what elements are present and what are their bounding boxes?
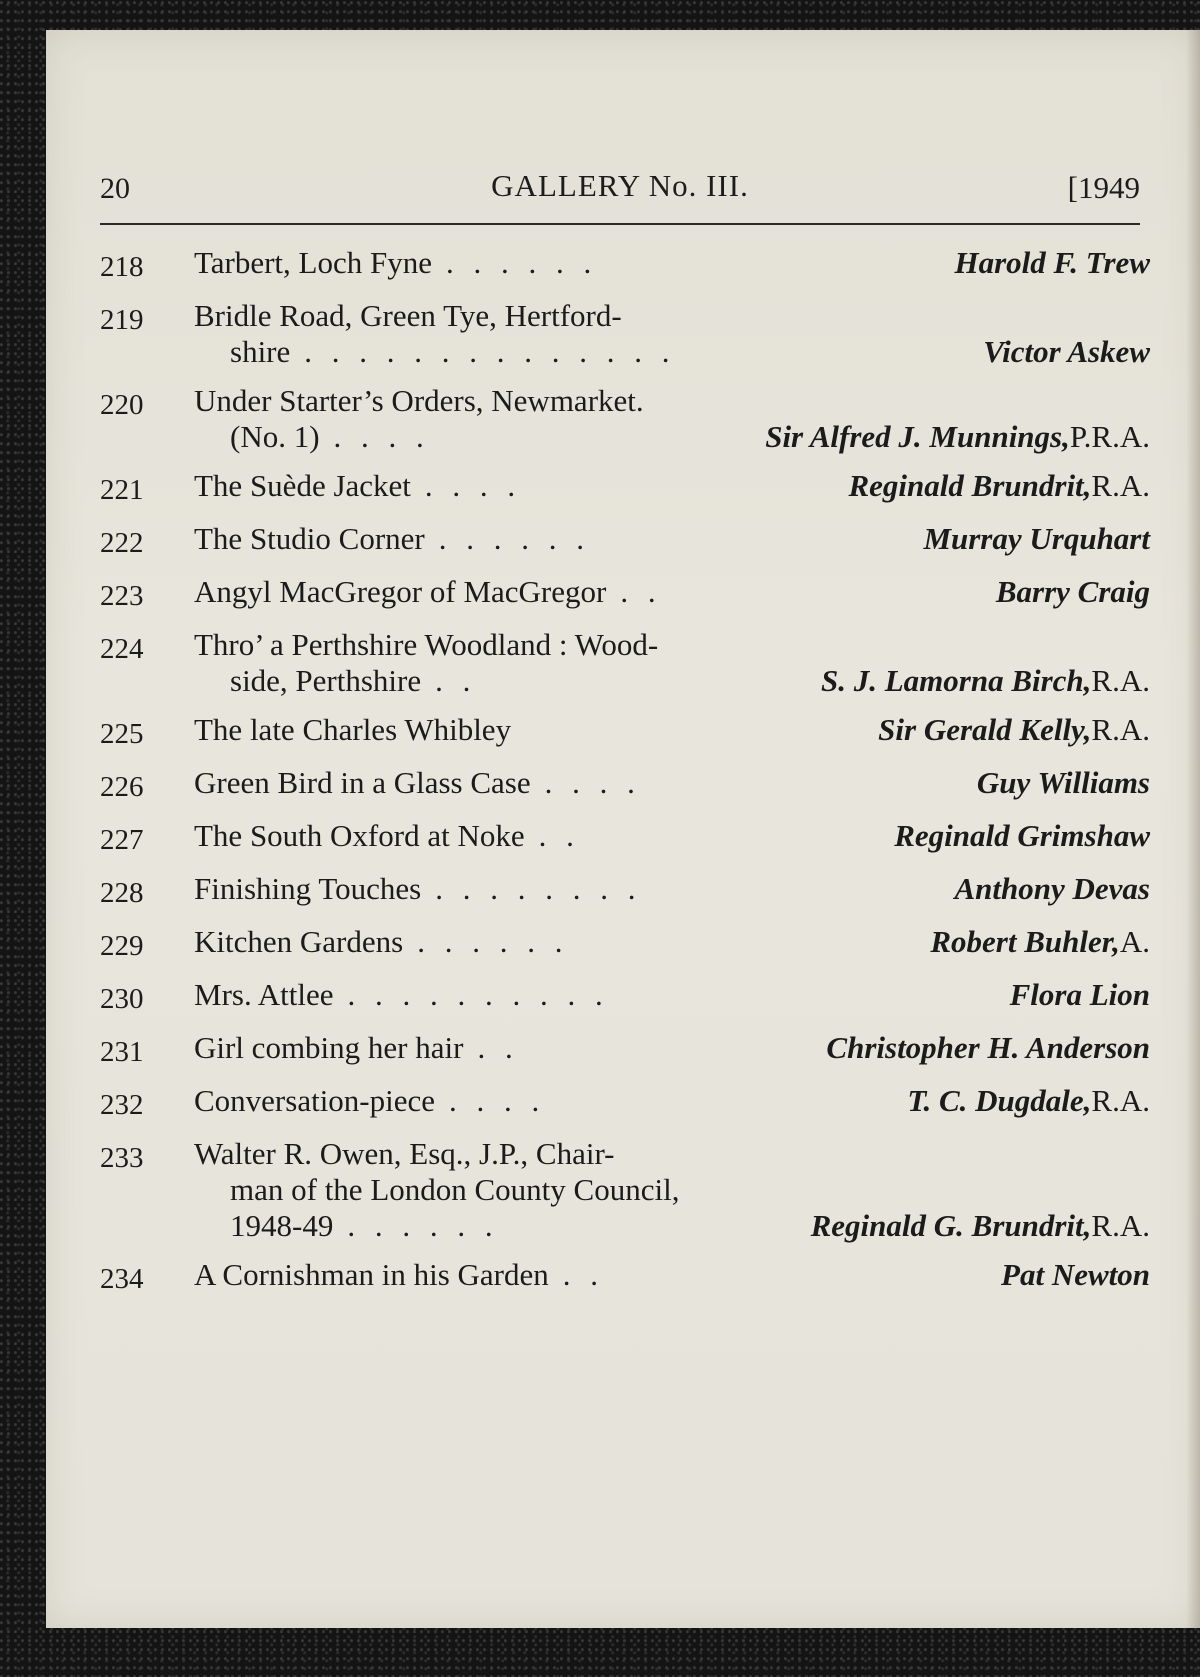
entry-title: The Studio Corner bbox=[194, 521, 425, 556]
entry-line bbox=[194, 924, 1150, 960]
artist-name: Harold F. Trew bbox=[954, 245, 1150, 280]
entry-body bbox=[194, 245, 1150, 285]
artist-name: Robert Buhler, bbox=[930, 924, 1120, 959]
entry-number: 227 bbox=[100, 824, 144, 856]
dot-leader: . . . . bbox=[449, 1083, 546, 1118]
entry-number: 231 bbox=[100, 1036, 144, 1068]
entry-line bbox=[194, 468, 1150, 504]
entry-title: Bridle Road, Green Tye, Hertford- bbox=[194, 298, 622, 333]
entry-title: The South Oxford at Noke bbox=[194, 818, 525, 853]
dot-leader: . . . . . . . . bbox=[435, 871, 642, 906]
entry-body bbox=[194, 627, 1150, 699]
entry-number: 223 bbox=[100, 580, 144, 612]
artist-name: Sir Alfred J. Munnings, bbox=[765, 419, 1070, 454]
artist-name: Reginald G. Brundrit, bbox=[810, 1208, 1092, 1243]
entry-line bbox=[194, 871, 1150, 907]
entry-title: The Suède Jacket bbox=[194, 468, 411, 503]
entry-number: 226 bbox=[100, 771, 144, 803]
entry-title: Walter R. Owen, Esq., J.P., Chair- bbox=[194, 1136, 615, 1171]
gallery-title: GALLERY No. III. bbox=[491, 168, 749, 203]
artist-honour: R.A. bbox=[1091, 1208, 1150, 1243]
catalogue-entry bbox=[100, 1030, 1150, 1070]
entry-number: 229 bbox=[100, 930, 144, 962]
entry-body bbox=[194, 1030, 1150, 1070]
dot-leader: . . bbox=[538, 818, 580, 853]
dot-leader: . . bbox=[620, 574, 662, 609]
entry-body bbox=[194, 765, 1150, 805]
header-rule bbox=[100, 223, 1140, 225]
catalogue-entry bbox=[100, 468, 1150, 508]
artist-name: Guy Williams bbox=[976, 765, 1150, 800]
artist-name: Sir Gerald Kelly, bbox=[878, 712, 1092, 747]
artist-honour: R.A. bbox=[1091, 712, 1150, 747]
artist-name: Flora Lion bbox=[1009, 977, 1150, 1012]
artist-name: Barry Craig bbox=[995, 574, 1150, 609]
entry-title: Thro’ a Perthshire Woodland : Wood- bbox=[194, 627, 659, 662]
artist-name: Christopher H. Anderson bbox=[826, 1030, 1150, 1065]
catalogue-entry bbox=[100, 871, 1150, 911]
entry-line bbox=[194, 245, 1150, 281]
catalogue-entry bbox=[100, 1257, 1150, 1297]
artist-name: Murray Urquhart bbox=[923, 521, 1150, 556]
entry-body bbox=[194, 1083, 1150, 1123]
entry-line bbox=[194, 1257, 1150, 1293]
artist-name: Reginald Grimshaw bbox=[894, 818, 1150, 853]
entry-body bbox=[194, 712, 1150, 752]
catalogue-entry bbox=[100, 574, 1150, 614]
entry-line bbox=[194, 298, 1150, 334]
catalogue-entry bbox=[100, 383, 1150, 455]
entry-line bbox=[194, 521, 1150, 557]
entry-title: man of the London County Council, bbox=[230, 1172, 680, 1207]
entry-number: 219 bbox=[100, 304, 144, 336]
entry-title: A Cornishman in his Garden bbox=[194, 1257, 549, 1292]
dot-leader: . . . . . . . . . . . . . . bbox=[304, 334, 676, 369]
entry-title: Angyl MacGregor of MacGregor bbox=[194, 574, 607, 609]
catalogue-entry bbox=[100, 924, 1150, 964]
entry-number: 230 bbox=[100, 983, 144, 1015]
dot-leader: . . . . . . bbox=[446, 245, 598, 280]
entry-title: Green Bird in a Glass Case bbox=[194, 765, 531, 800]
entry-number: 218 bbox=[100, 251, 144, 283]
entry-title: Girl combing her hair bbox=[194, 1030, 464, 1065]
entry-title: Conversation-piece bbox=[194, 1083, 436, 1118]
artist-name: Reginald Brundrit, bbox=[848, 468, 1092, 503]
catalogue-entry bbox=[100, 627, 1150, 699]
artist-name: S. J. Lamorna Birch, bbox=[820, 663, 1092, 698]
entry-body bbox=[194, 383, 1150, 455]
artist-name: Victor Askew bbox=[983, 334, 1150, 369]
entry-body bbox=[194, 574, 1150, 614]
dot-leader: . . . . . . bbox=[417, 924, 569, 959]
entry-body bbox=[194, 818, 1150, 858]
entry-line bbox=[194, 574, 1150, 610]
catalogue-entry bbox=[100, 977, 1150, 1017]
entry-body bbox=[194, 1136, 1150, 1244]
entry-line bbox=[194, 627, 1150, 663]
dot-leader: . . . . bbox=[424, 468, 522, 503]
page-number: 20 bbox=[100, 172, 130, 205]
entry-body bbox=[194, 298, 1150, 370]
entry-number: 225 bbox=[100, 718, 144, 750]
entry-line bbox=[194, 383, 1150, 419]
entry-line bbox=[194, 663, 1150, 699]
catalogue-entry bbox=[100, 765, 1150, 805]
entry-title: side, Perthshire bbox=[230, 663, 422, 698]
entry-body bbox=[194, 468, 1150, 508]
entry-title: Finishing Touches bbox=[194, 871, 422, 906]
entry-line bbox=[194, 712, 1150, 748]
entry-title: Mrs. Attlee bbox=[194, 977, 334, 1012]
entry-line bbox=[194, 977, 1150, 1013]
entry-line bbox=[194, 1030, 1150, 1066]
dot-leader: . . bbox=[435, 663, 477, 698]
catalogue-entries bbox=[100, 245, 1150, 1310]
artist-honour: P.R.A. bbox=[1069, 419, 1150, 454]
entry-title: 1948-49 bbox=[230, 1208, 334, 1243]
catalogue-entry bbox=[100, 298, 1150, 370]
dot-leader: . . bbox=[477, 1030, 519, 1065]
entry-line bbox=[194, 1136, 1150, 1172]
entry-body bbox=[194, 521, 1150, 561]
artist-name: Anthony Devas bbox=[954, 871, 1150, 906]
artist-honour: A. bbox=[1119, 924, 1150, 959]
entry-line bbox=[194, 419, 1150, 455]
entry-body bbox=[194, 871, 1150, 911]
entry-number: 233 bbox=[100, 1142, 144, 1174]
catalogue-entry bbox=[100, 245, 1150, 285]
entry-line bbox=[194, 765, 1150, 801]
catalogue-entry bbox=[100, 1083, 1150, 1123]
dot-leader: . . . . . . bbox=[438, 521, 590, 556]
artist-name: T. C. Dugdale, bbox=[907, 1083, 1092, 1118]
entry-number: 232 bbox=[100, 1089, 144, 1121]
catalogue-year: [1949 bbox=[1067, 170, 1140, 205]
entry-line bbox=[194, 1172, 1150, 1208]
dot-leader: . . . . bbox=[333, 419, 430, 454]
dot-leader: . . . . bbox=[544, 765, 641, 800]
page-edge-shadow bbox=[1186, 30, 1200, 1628]
dot-leader: . . . . . . . . . . bbox=[347, 977, 609, 1012]
entry-title: (No. 1) bbox=[230, 419, 320, 454]
catalogue-entry bbox=[100, 712, 1150, 752]
entry-body bbox=[194, 924, 1150, 964]
entry-body bbox=[194, 977, 1150, 1017]
catalogue-entry bbox=[100, 521, 1150, 561]
entry-line bbox=[194, 1083, 1150, 1119]
catalogue-entry bbox=[100, 818, 1150, 858]
entry-title: Under Starter’s Orders, Newmarket. bbox=[194, 383, 644, 418]
entry-line bbox=[194, 818, 1150, 854]
entry-number: 224 bbox=[100, 633, 144, 665]
dot-leader: . . bbox=[562, 1257, 604, 1292]
entry-number: 220 bbox=[100, 389, 144, 421]
artist-honour: R.A. bbox=[1091, 468, 1150, 503]
entry-number: 234 bbox=[100, 1263, 144, 1295]
entry-title: Tarbert, Loch Fyne bbox=[194, 245, 432, 280]
page-header bbox=[100, 168, 1140, 208]
entry-title: The late Charles Whibley bbox=[194, 712, 512, 747]
catalogue-entry bbox=[100, 1136, 1150, 1244]
entry-title: shire bbox=[230, 334, 291, 369]
dot-leader: . . . . . . bbox=[347, 1208, 499, 1243]
entry-number: 222 bbox=[100, 527, 144, 559]
entry-title: Kitchen Gardens bbox=[194, 924, 404, 959]
artist-name: Pat Newton bbox=[1001, 1257, 1150, 1292]
entry-line bbox=[194, 334, 1150, 370]
entry-number: 228 bbox=[100, 877, 144, 909]
artist-honour: R.A. bbox=[1091, 1083, 1150, 1118]
entry-number: 221 bbox=[100, 474, 144, 506]
entry-line bbox=[194, 1208, 1150, 1244]
artist-honour: R.A. bbox=[1091, 663, 1150, 698]
entry-body bbox=[194, 1257, 1150, 1297]
